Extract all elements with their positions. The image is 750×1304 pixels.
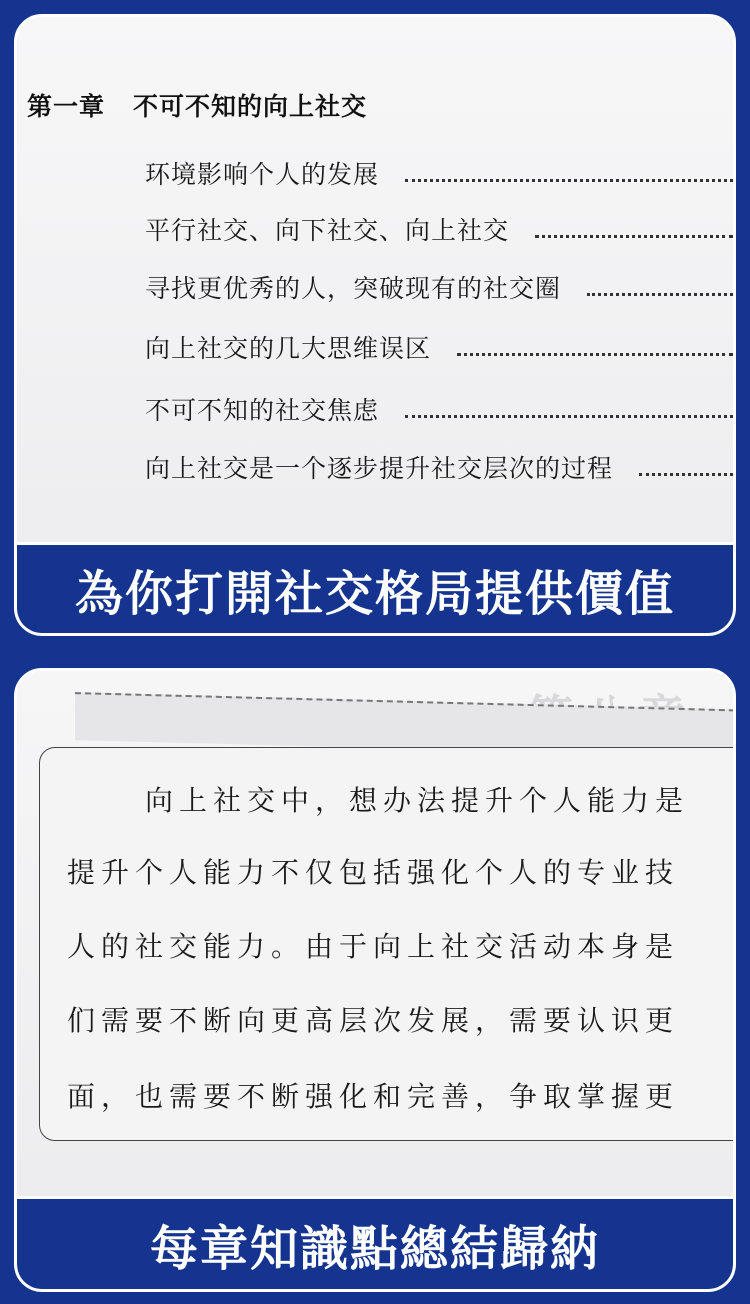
top-banner-text: 為你打開社交格局提供價值 [74,565,675,622]
bottom-banner-text: 每章知識點總結歸納 [149,1220,600,1277]
toc-entry-title: 不可不知的社交焦虑 [145,396,380,425]
toc-entry [145,329,733,365]
toc-entry [145,449,733,485]
toc-leader-dots [457,351,733,356]
toc-leader-dots [405,177,733,182]
toc-entry-title: 平行社交、向下社交、向上社交 [145,216,510,245]
note-line: 人的社交能力。由于向上社交活动本身是 [67,930,680,963]
toc-entry [145,211,733,247]
chapter-title: 不可不知的向上社交 [133,92,368,121]
note-line: 们需要不断向更高层次发展，需要认识更 [67,1004,680,1037]
toc-entry-title: 环境影响个人的发展 [145,160,380,189]
toc-leader-dots [639,471,733,476]
top-banner [17,542,733,633]
toc-entry [145,269,733,305]
chapter-label: 第一章 [27,92,106,121]
toc-panel [14,14,736,636]
note-line: 提升个人能力不仅包括强化个人的专业技 [67,856,680,889]
toc-entry [145,155,733,191]
note-line: 面，也需要不断强化和完善，争取掌握更 [67,1080,680,1113]
bottom-banner [17,1196,733,1289]
toc-list [17,17,733,633]
toc-leader-dots [587,291,733,296]
toc-leader-dots [405,413,733,418]
note-line: 向上社交中，想办法提升个人能力是 [145,784,690,817]
toc-entry-title: 向上社交是一个逐步提升社交层次的过程 [145,454,614,483]
toc-entry-title: 向上社交的几大思维误区 [145,334,432,363]
toc-leader-dots [535,233,733,238]
toc-entry-title: 寻找更优秀的人，突破现有的社交圈 [145,274,562,303]
summary-panel [14,668,736,1292]
toc-entry [145,391,733,427]
